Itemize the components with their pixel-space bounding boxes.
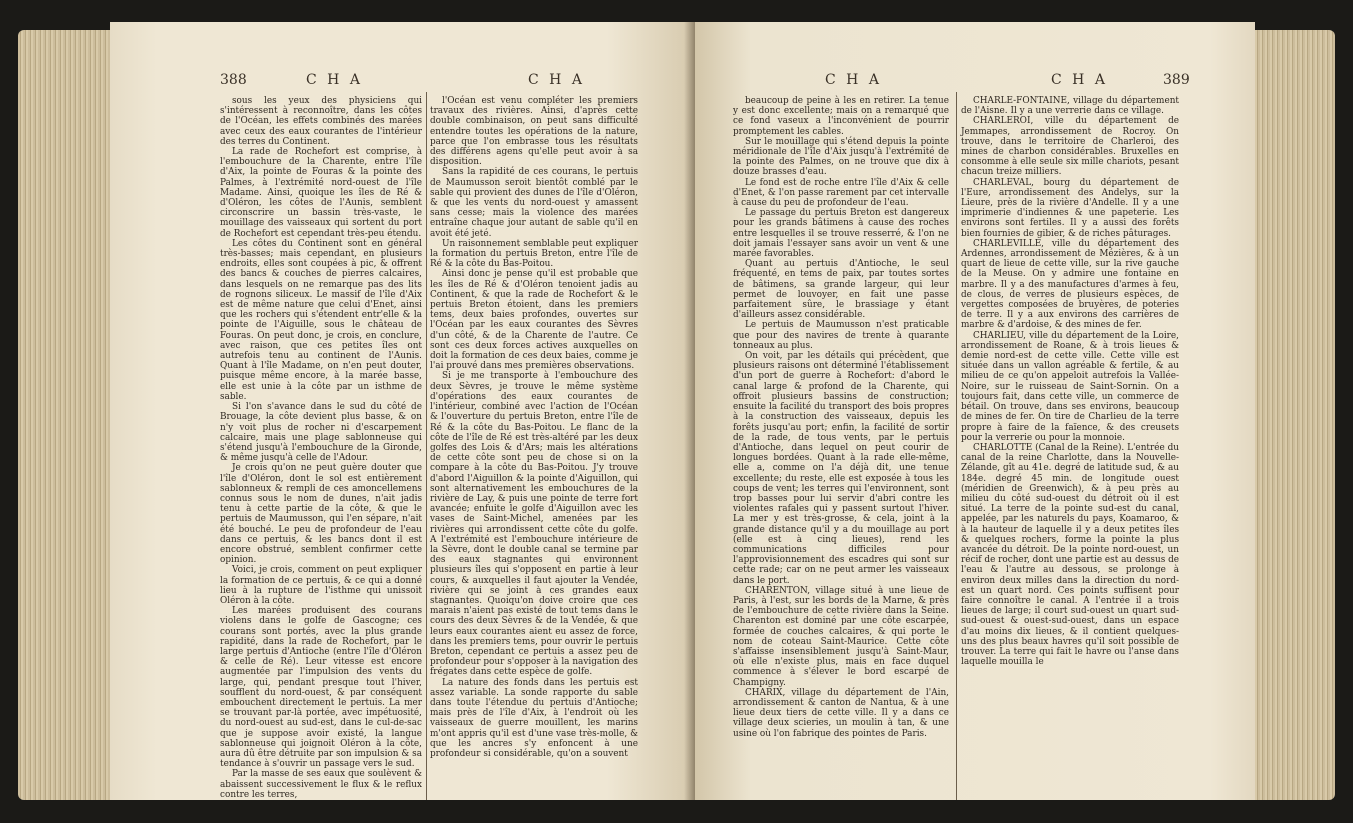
paragraph: CHARLIEU, ville du département de la Loire, arrondissement de Roane, & à trois lieues & demie nord-est de cette ville. Cette ville est située dans un vallon agréable & fertile, & au milieu de ce qu'on appeloit autrefois la Vallée-Noire, sur le ruisseau de Saint-Sornin. On a toujours fait, dans cette ville, un commerce de bétail. On trouve, dans ses environs, beaucoup de mines de fer. On tire de Charlieu de la terre propre à faire de la faïence, & des creusets pour la verrerie ou pour la monnoie. bbox=[961, 330, 1179, 443]
left-column-1 bbox=[220, 96, 422, 800]
paragraph: Sur le mouillage qui s'étend depuis la pointe méridionale de l'île d'Aix jusqu'à l'extrémité de la pointe des Palmes, on ne trouve que dix à douze brasses d'eau. bbox=[733, 136, 949, 178]
paragraph: CHARLE-FONTAINE, village du département de l'Aisne. Il y a une verrerie dans ce village. bbox=[961, 96, 1179, 117]
left-page-number: 388 bbox=[220, 72, 247, 88]
left-column-divider bbox=[426, 92, 427, 800]
paragraph: Voici, je crois, comment on peut expliquer la formation de ce pertuis, & ce qui a donné lieu à la rupture de l'isthme qui unissoit Oléron à la côte. bbox=[220, 565, 422, 606]
paragraph: CHARENTON, village situé à une lieue de Paris, à l'est, sur les bords de la Marne, & près de l'embouchure de cette rivière dans la Seine. Charenton est dominé par une côte escarpée, formée de couches calcaires, & qui porte le nom de coteau Saint-Maurice. Cette côte s'affaisse insensiblement jusqu'à Saint-Maur, où elle n'existe plus, mais en face duquel commence à s'élever le bord escarpé de Champigny. bbox=[733, 585, 949, 688]
left-page bbox=[110, 22, 695, 800]
paragraph: Le passage du pertuis Breton est dangereux pour les grands bâtimens à cause des roches entre lesquelles il se trouve resserré, & l'on ne doit jamais l'essayer sans avoir un vent & une marée favorables. bbox=[733, 208, 949, 260]
paragraph: Je crois qu'on ne peut guère douter que l'île d'Oléron, dont le sol est entièrement sablonneux & rempli de ces amoncellemens connus sous le nom de dunes, n'ait jadis tenu à cette partie de la côte, & que le pertuis de Maumusson, qui l'en sépare, n'ait été bouché. Le peu de profondeur de l'eau dans ce pertuis, & les bancs dont il est encore obstrué, semblent confirmer cette opinion. bbox=[220, 463, 422, 566]
paragraph: l'Océan est venu compléter les premiers travaux des rivières. Ainsi, d'après cette double combinaison, on peut sans difficulté entendre toutes les opérations de la nature, parce que l'on embrasse tous les résultats des différens agens qu'elle peut avoir à sa disposition. bbox=[430, 96, 638, 168]
right-column-1 bbox=[733, 96, 949, 739]
paragraph: Quant au pertuis d'Antioche, le seul fréquenté, en tems de paix, par toutes sortes de bâtimens, sa grande largeur, qui leur permet de louvoyer, en fait une passe parfaitement sûre, le brassiage y étant d'ailleurs assez considérable. bbox=[733, 259, 949, 321]
paragraph: Les marées produisent des courans violens dans le golfe de Gascogne; ces courans sont portés, avec la plus grande rapidité, dans la rade de Rochefort, par le large pertuis d'Antioche (entre l'île d'Oléron & celle de Ré). Leur vitesse est encore augmentée par l'impulsion des vents du large, qui, pendant presque tout l'hiver, soufflent du nord-ouest, & par conséquent embouchent directement le pertuis. La mer se trouvant par-là portée, avec impétuosité, du nord-ouest au sud-est, dans le cul-de-sac que je suppose avoir existé, la langue sablonneuse qui joignoit Oléron à la côte, aura dû être détruite par son impulsion & sa tendance à s'ouvrir un passage vers le sud. bbox=[220, 606, 422, 770]
paragraph: Si l'on s'avance dans le sud du côté de Brouage, la côte devient plus basse, & on n'y voit plus de rocher ni d'escarpement calcaire, mais une plage sablonneuse qui s'étend jusqu'à l'embouchure de la Gironde, & même jusqu'à celle de l'Adour. bbox=[220, 402, 422, 464]
left-running-head-center: C H A bbox=[528, 72, 585, 88]
paragraph: Les côtes du Continent sont en général très-basses; mais cependant, en plusieurs endroits, elles sont coupées à pic, & offrent des bancs & couches de pierres calcaires, dans lesquels on ne remarque pas des lits de rognons siliceux. Le massif de l'île d'Aix est de même nature que celui d'Enet, ainsi que les rochers qui s'étendent entr'elle & la pointe de l'Aiguille, sous le château de Fouras. On peut donc, je crois, en conclure, avec raison, que ces petites îles ont autrefois tenu au continent de l'Aunis. Quant à l'île Madame, on n'en peut douter, puisque même encore, à la marée basse, elle est unie à la côte par un isthme de sable. bbox=[220, 238, 422, 402]
paragraph: CHARIX, village du département de l'Ain, arrondissement & canton de Nantua, & à une lieue deux tiers de cette ville. Il y a dans ce village deux scieries, un moulin à tan, & une usine où l'on fabrique des pointes de Paris. bbox=[733, 687, 949, 739]
paragraph: beaucoup de peine à les en retirer. La tenue y est donc excellente; mais on a remarqué que ce fond vaseux a l'inconvénient de pourrir promptement les cables. bbox=[733, 96, 949, 137]
paragraph: CHARLEVILLE, ville du département des Ardennes, arrondissement de Mézières, & à un quart de lieue de cette ville, sur la rive gauche de la Meuse. On y admire une fontaine en marbre. Il y a des manufactures d'armes à feu, de clous, de verres de plusieurs espèces, de vergettes composées de bruyères, de poteries de terre. Il y a aux environs des carrières de marbre & d'ardoise, & des mines de fer. bbox=[961, 238, 1179, 331]
right-running-head: C H A bbox=[1051, 72, 1108, 88]
paragraph: Si je me transporte à l'embouchure des deux Sèvres, je trouve le même système d'opérations des eaux courantes de l'intérieur, combiné avec l'action de l'Océan & l'ouverture du pertuis Breton, entre l'île de Ré & la côte du Bas-Poitou. Le flanc de la côte de l'île de Ré est très-altéré par les deux golfes des Lois & d'Ars; mais les altérations de cette côte sont peu de chose si on la compare à la côte du Bas-Poitou. J'y trouve d'abord l'Aiguillon & la pointe d'Aiguillon, qui sont alternativement les embouchures de la rivière de Lay, & puis une pointe de terre fort avancée; enfuite le golfe d'Aiguillon avec les vases de Saint-Michel, amenées par les rivières qui arrondissent cette côte du golfe. A l'extrémité est l'embouchure intérieure de la Sèvre, dont le double canal se termine par des eaux stagnantes qui environnent plusieurs îles qui s'opposent en partie à leur cours, & auxquelles il faut ajouter la Vendée, rivière qui se joint à ces grandes eaux stagnantes. Quoiqu'on doive croire que ces marais n'aient pas existé de tout tems dans le cours des deux Sèvres & de la Vendée, & que leurs eaux courantes aient eu assez de force, dans les premiers tems, pour ouvrir le pertuis Breton, cependant ce pertuis a assez peu de profondeur pour s'opposer à la navigation des frégates dans cette espèce de golfe. bbox=[430, 371, 638, 678]
paragraph: On voit, par les détails qui précèdent, que plusieurs raisons ont déterminé l'établissement d'un port de guerre à Rochefort: d'abord le canal large & profond de la Charente, qui offroit plusieurs bassins de construction; ensuite la facilité du transport des bois propres à la construction des vaisseaux, depuis les forêts jusqu'au port; enfin, la facilité de sortir de la rade, de tous vents, par le pertuis d'Antioche, dans lequel on peut courir de longues bordées. Quant à la rade elle-même, elle a, comme on l'a déjà dit, une tenue excellente; du reste, elle est exposée à tous les coups de vent; les terres qui l'environnent, sont trop basses pour lui servir d'abri contre les violentes rafales qui y passent surtout l'hiver. La mer y est très-grosse, & cela, joint à la grande distance qu'il y a du mouillage au port (elle est à cinq lieues), rend les communications difficiles pour l'approvisionnement des escadres qui sont sur cette rade; car on ne peut armer les vaisseaux dans le port. bbox=[733, 351, 949, 586]
right-column-divider bbox=[956, 92, 957, 800]
paragraph: Par la masse de ses eaux que soulèvent & abaissent successivement le flux & le reflux contre les terres, bbox=[220, 769, 422, 800]
right-page bbox=[695, 22, 1255, 800]
paragraph: CHARLOTTE (Canal de la Reine). L'entrée du canal de la reine Charlotte, dans la Nouvelle-Zélande, gît au 41e. degré de latitude sud, & au 184e. degré 45 min. de longitude ouest (méridien de Greenwich), & à peu près au milieu du côté sud-ouest du détroit où il est situé. La terre de la pointe sud-est du canal, appelée, par les naturels du pays, Koamaroo, & à la hauteur de laquelle il y a deux petites îles & quelques rochers, forme la pointe la plus avancée du détroit. De la pointe nord-ouest, un récif de rocher, dont une partie est au dessus de l'eau & l'autre au dessous, se prolonge à environ deux milles dans la direction du nord-est un quart nord. Ces points suffisent pour faire connoître le canal. A l'entrée il a trois lieues de large; il court sud-ouest un quart sud-sud-ouest & ouest-sud-ouest, dans un espace d'au moins dix lieues, & il contient quelques-uns des plus beaux havres qu'il soit possible de trouver. La terre qui fait le havre ou l'anse dans laquelle mouilla le bbox=[961, 442, 1180, 668]
right-running-head-center: C H A bbox=[825, 72, 882, 88]
paragraph: Ainsi donc je pense qu'il est probable que les îles de Ré & d'Oléron tenoient jadis au Continent, & que la rade de Rochefort & le pertuis Breton étoient, dans les premiers tems, deux baies profondes, ouvertes sur l'Océan par les eaux courantes des Sèvres d'un côté, & de la Charente de l'autre. Ce sont ces deux forces actives auxquelles on doit la formation de ces deux baies, comme je l'ai prouvé dans mes premières observations. bbox=[430, 269, 638, 372]
right-column-2 bbox=[961, 96, 1179, 667]
paragraph: Sans la rapidité de ces courans, le pertuis de Maumusson seroit bientôt comblé par le sable qui provient des dunes de l'île d'Oléron, & que les vents du nord-ouest y amassent sans cesse; mais la violence des marées entraîne chaque jour autant de sable qu'il en avoit été jeté. bbox=[430, 167, 638, 239]
left-column-2 bbox=[430, 96, 638, 759]
paragraph: La nature des fonds dans les pertuis est assez variable. La sonde rapporte du sable dans toute l'étendue du pertuis d'Antioche; mais près de l'île d'Aix, à l'endroit où les vaisseaux de guerre mouillent, les marins m'ont appris qu'il est d'une vase très-molle, & que les ancres s'y enfoncent à une profondeur si considérable, qu'on a souvent bbox=[430, 677, 638, 759]
right-page-number: 389 bbox=[1163, 72, 1190, 88]
paragraph: Le fond est de roche entre l'île d'Aix & celle d'Enet, & l'on passe rarement par cet intervalle à cause du peu de profondeur de l'eau. bbox=[733, 177, 949, 209]
paragraph: Un raisonnement semblable peut expliquer la formation du pertuis Breton, entre l'île de Ré & la côte du Bas-Poitou. bbox=[430, 238, 638, 270]
paragraph: CHARLEROI, ville du département de Jemmapes, arrondissement de Rocroy. On trouve, dans le territoire de Charleroi, des mines de charbon considérables. Bruxelles en consomme à elle seule six mille chariots, pesant chacun treize milliers. bbox=[961, 116, 1179, 178]
paragraph: Le pertuis de Maumusson n'est praticable que pour des navires de trente à quarante tonneaux au plus. bbox=[733, 320, 949, 351]
paragraph: sous les yeux des physiciens qui s'intéressent à reconnoître, dans les côtes de l'Océan, les effets combinés des marées avec ceux des eaux courantes de l'intérieur des terres du Continent. bbox=[220, 96, 422, 147]
paragraph: La rade de Rochefort est comprise, à l'embouchure de la Charente, entre l'île d'Aix, la pointe de Fouras & la pointe des Palmes, à l'extrémité nord-ouest de l'île Madame. Ainsi, quoique les îles de Ré & d'Oléron, les côtes de l'Aunis, semblent circonscrire un bassin très-vaste, le mouillage des vaisseaux qui sortent du port de Rochefort est cependant très-peu étendu. bbox=[220, 147, 422, 239]
paragraph: CHARLEVAL, bourg du département de l'Eure, arrondissement des Andelys, sur la Lieure, près de la rivière d'Andelle. Il y a une imprimerie d'indiennes & une papeterie. Les environs sont fertiles. Il y a aussi des forêts bien fournies de gibier, & de riches pâturages. bbox=[961, 177, 1179, 239]
left-running-head: C H A bbox=[306, 72, 363, 88]
